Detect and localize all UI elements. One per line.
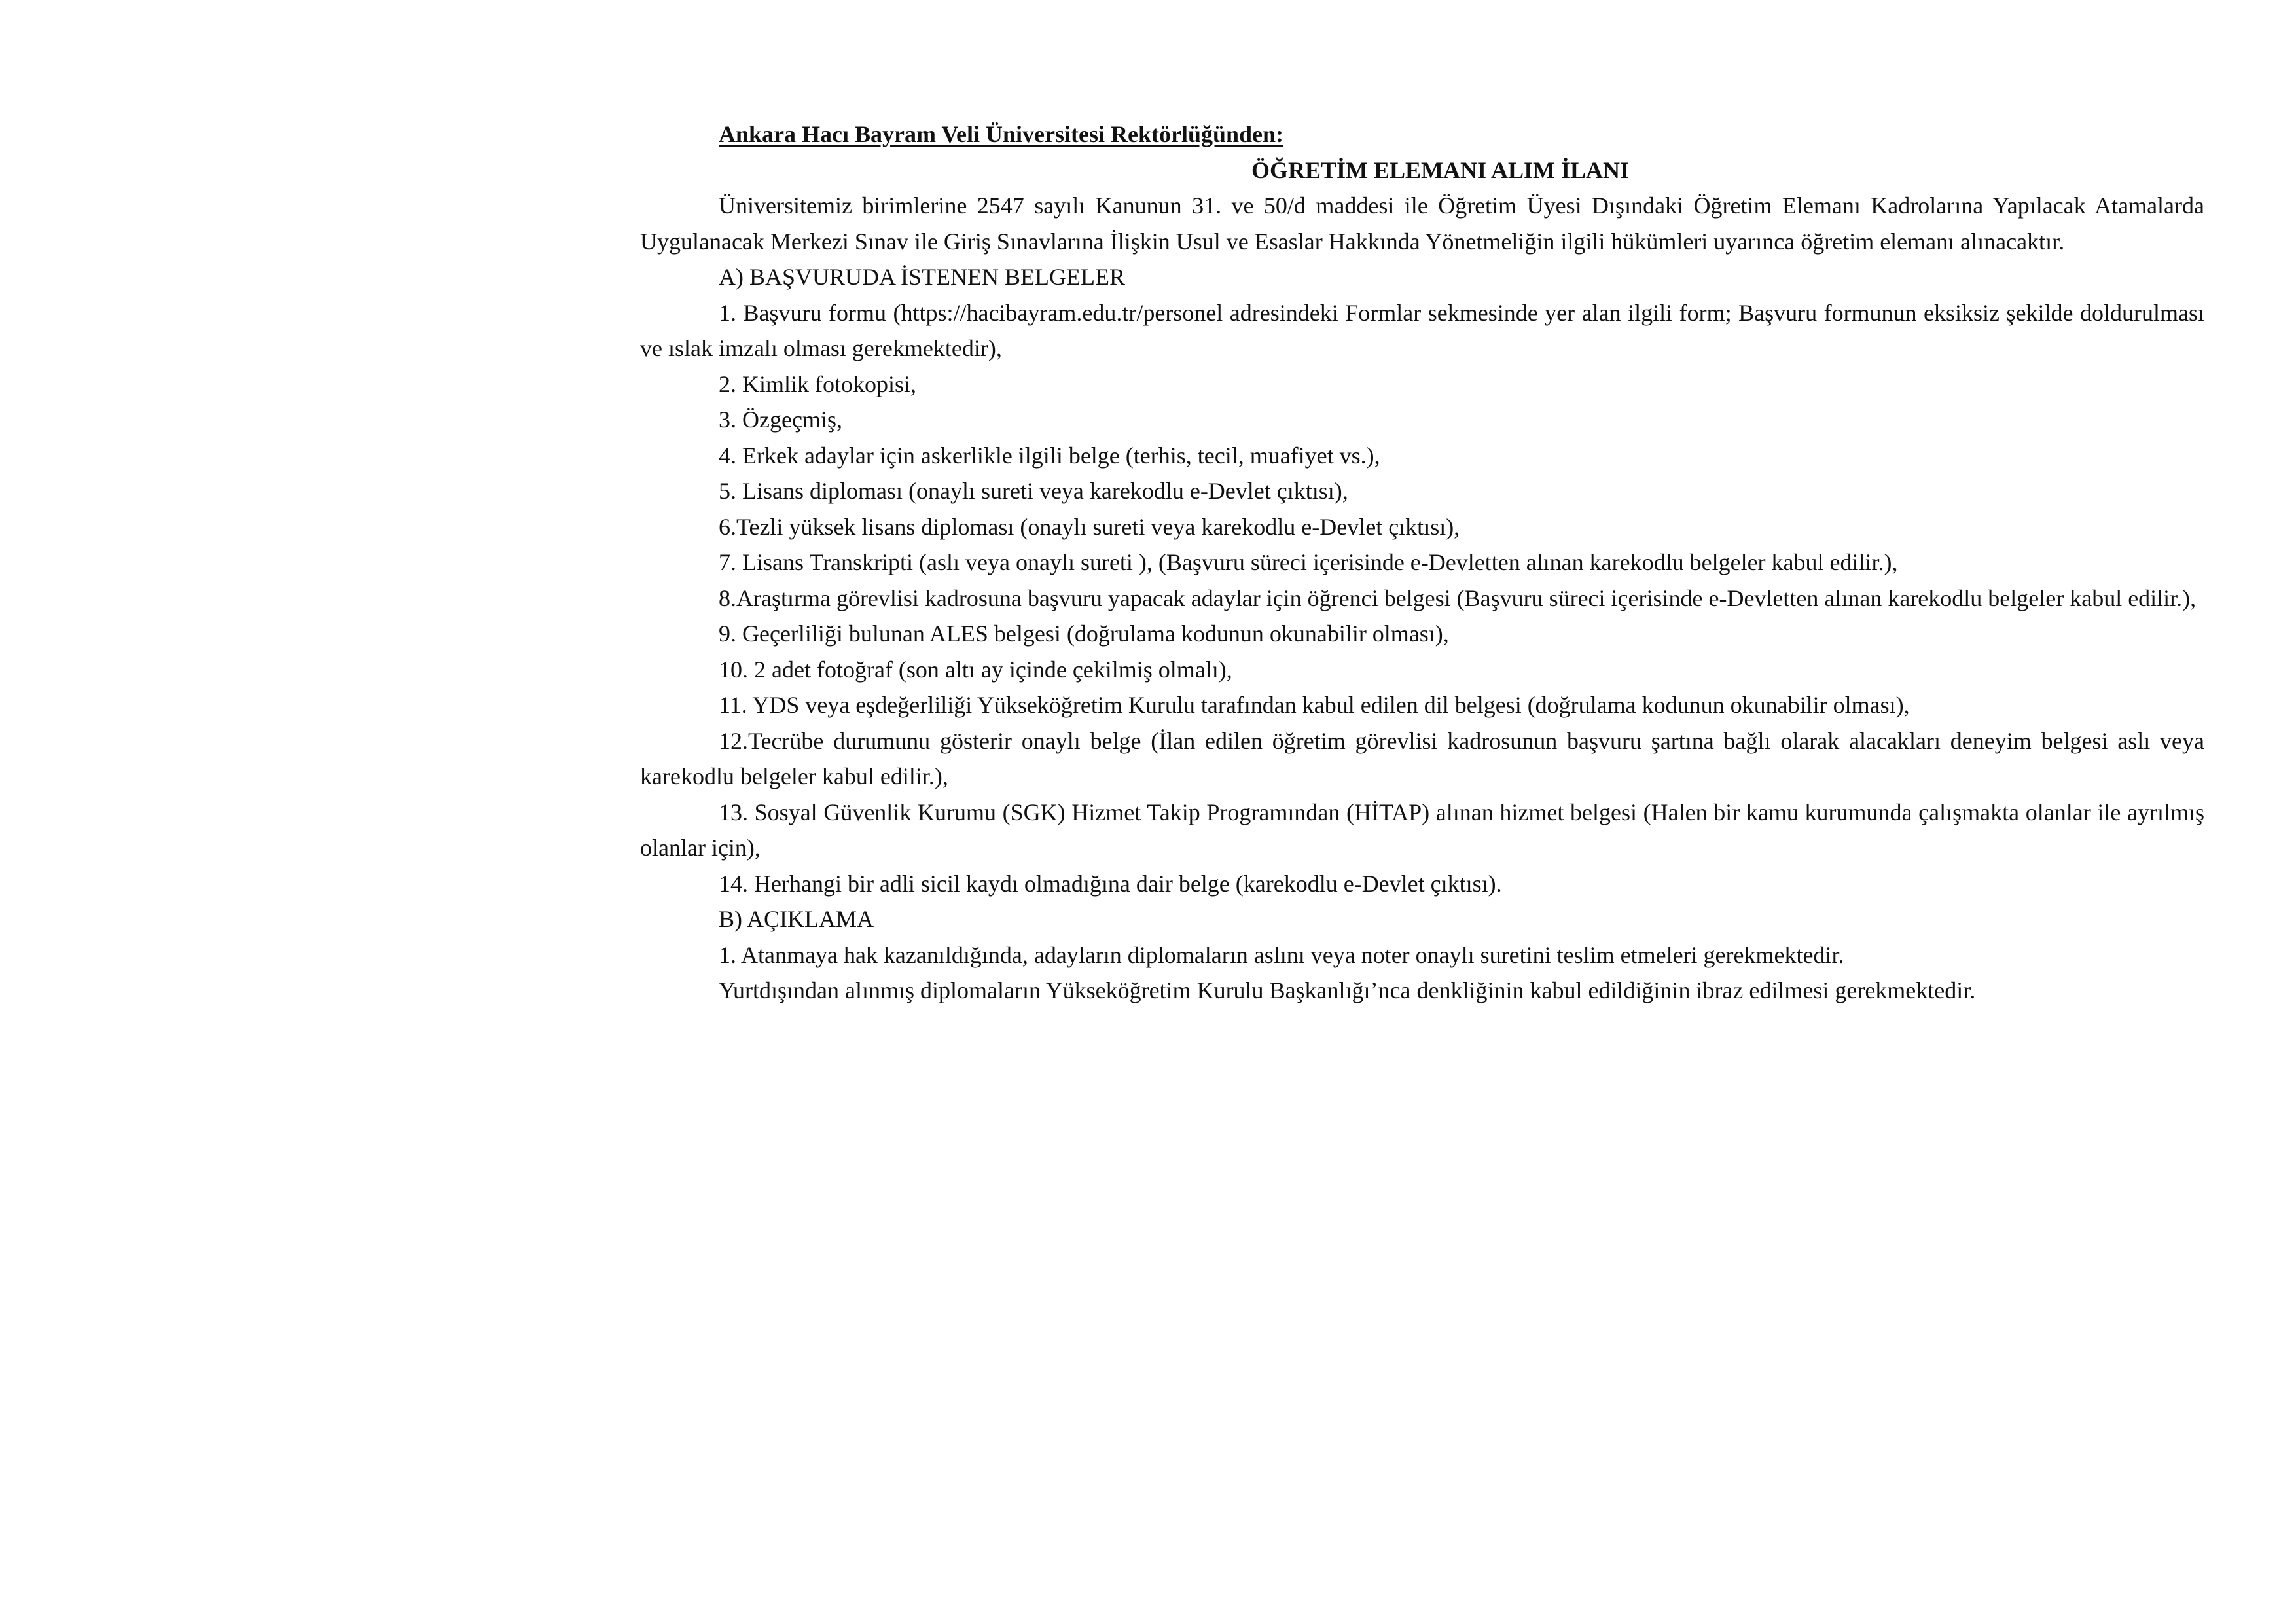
requirement-item: 13. Sosyal Güvenlik Kurumu (SGK) Hizmet Takip Programından (HİTAP) alınan hizmet belgesi (Halen bir kamu kurumunda çalışmakta olanlar ile ayrılmış olanlar için), [640,799,2204,861]
intro-paragraph: Üniversitemiz birimlerine 2547 sayılı Kanunun 31. ve 50/d maddesi ile Öğretim Üyesi Dışındaki Öğretim Elemanı Kadrolarına Yapılacak Atamalarda Uygulanacak Merkezi Sınav ile Giriş Sınavlarına İlişkin Usul ve Esaslar Hakkında Yönetmeliğin ilgili hükümleri uyarınca öğretim elemanı alınacaktır. [640,192,2204,255]
requirement-item: 1. Başvuru formu (https://hacibayram.edu.tr/personel adresindeki Formlar sekmesinde yer alan ilgili form; Başvuru formunun eksiksiz şekilde doldurulması ve ıslak imzalı olması gerekmektedir), [640,299,2204,361]
announcement-document [640,117,2204,1009]
requirement-item: 5. Lisans diploması (onaylı sureti veya karekodlu e-Devlet çıktısı), [719,478,1348,504]
requirement-item: 3. Özgeçmiş, [719,406,842,433]
requirement-item: 6.Tezli yüksek lisans diploması (onaylı sureti veya karekodlu e-Devlet çıktısı), [719,513,1460,540]
requirement-item: 14. Herhangi bir adli sicil kaydı olmadığına dair belge (karekodlu e-Devlet çıktısı). [719,870,1502,897]
requirement-item: 12.Tecrübe durumunu gösterir onaylı belge (İlan edilen öğretim görevlisi kadrosunun başvuru şartına bağlı olarak alacakları deneyim belgesi aslı veya karekodlu belgeler kabul edilir.), [640,727,2204,789]
requirement-item: 11. YDS veya eşdeğerliliği Yükseköğretim Kurulu tarafından kabul edilen dil belgesi (doğrulama kodunun okunabilir olması), [719,692,1910,718]
issuer-heading: Ankara Hacı Bayram Veli Üniversitesi Rektörlüğünden: [719,121,1284,147]
requirement-item: 10. 2 adet fotoğraf (son altı ay içinde çekilmiş olmalı), [719,656,1232,683]
requirement-item: 2. Kimlik fotokopisi, [719,370,917,397]
explanation-item: Yurtdışından alınmış diplomaların Yükseköğretim Kurulu Başkanlığı’nca denkliğinin kabul edildiğinin ibraz edilmesi gerekmektedir. [719,977,1976,1003]
requirement-item: 4. Erkek adaylar için askerlikle ilgili belge (terhis, tecil, muafiyet vs.), [719,442,1380,469]
requirement-item: 7. Lisans Transkripti (aslı veya onaylı sureti ), (Başvuru süreci içerisinde e-Devletten alınan karekodlu belgeler kabul edilir.), [719,549,1898,575]
announcement-title: ÖĞRETİM ELEMANI ALIM İLANI [1251,156,1630,183]
requirement-item: 8.Araştırma görevlisi kadrosuna başvuru yapacak adaylar için öğrenci belgesi (Başvuru süreci içerisinde e-Devletten alınan karekodlu belgeler kabul edilir.), [719,585,2197,611]
section-b-heading: B) AÇIKLAMA [719,906,874,932]
section-a-heading: A) BAŞVURUDA İSTENEN BELGELER [719,264,1125,290]
explanation-item: 1. Atanmaya hak kazanıldığında, adayların diplomaların aslını veya noter onaylı suretini teslim etmeleri gerekmektedir. [719,941,1844,968]
requirement-item: 9. Geçerliliği bulunan ALES belgesi (doğrulama kodunun okunabilir olması), [719,621,1449,647]
